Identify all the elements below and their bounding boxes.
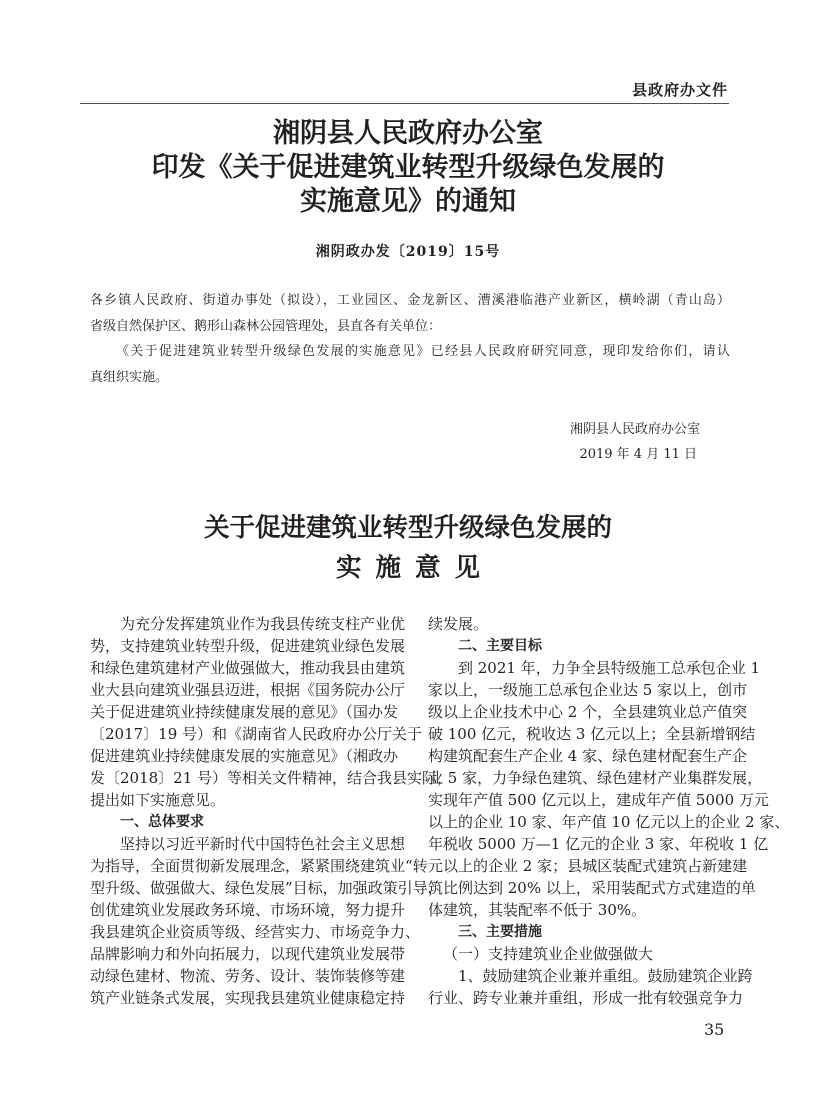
notice-title [0, 117, 816, 219]
notice-title-line: 实施意见》的通知 [300, 186, 516, 217]
right-column [428, 613, 790, 1009]
body-line: 体建筑，其装配率不低于 30%。 [428, 901, 647, 919]
body-line: 年税收 5000 万—1 亿元的企业 3 家、年税收 1 亿 [428, 835, 769, 853]
body-line: 家以上，一级施工总承包企业达 5 家以上，创市 [428, 681, 748, 699]
body-line: 动绿色建材、物流、劳务、设计、装饰装修等建 [90, 967, 406, 985]
notice-body [90, 288, 730, 390]
left-column [90, 613, 453, 1009]
notice-line: 各乡镇人民政府、街道办事处（拟设），工业园区、金龙新区、漕溪港临港产业新区，横岭湖（青山岛） [90, 293, 730, 308]
body-line: 品牌影响力和外向拓展力，以现代建筑业发展带 [90, 945, 406, 963]
notice-line: 《关于促进建筑业转型升级绿色发展的实施意见》已经县人民政府研究同意，现印发给你们，请认 [116, 344, 730, 359]
body-line: 行业、跨专业兼并重组，形成一批有较强竞争力 [428, 989, 744, 1007]
notice-title-line: 湘阴县人民政府办公室 [273, 118, 543, 149]
body-line: 为指导，全面贯彻新发展理念，紧紧围绕建筑业“转 [90, 857, 428, 875]
signature: 湘阴县人民政府办公室 [569, 422, 700, 437]
notice-line: 省级自然保护区、鹅形山森林公园管理处，县直各有关单位： [90, 318, 442, 334]
body-line: 关于促进建筑业持续健康发展的意见》（国办发 [90, 703, 398, 721]
section-heading: 三、主要措施 [458, 924, 542, 940]
body-line: 续发展。 [428, 615, 489, 633]
body-line: 破 100 亿元，税收达 3 亿元以上；全县新增钢结 [428, 725, 756, 743]
section-heading: 一、总体要求 [120, 814, 204, 830]
opinion-title-line: 实施意见 [335, 553, 494, 583]
body-line: 促进建筑业持续健康发展的实施意见》（湘政办 [90, 747, 398, 765]
section-heading: 二、主要目标 [458, 638, 542, 654]
body-line: 到 2021 年，力争全县特级施工总承包企业 1 [458, 659, 761, 677]
body-line: 我县建筑企业资质等级、经营实力、市场竞争力、 [90, 923, 421, 941]
notice-title-line: 印发《关于促进建筑业转型升级绿色发展的 [151, 152, 665, 183]
body-line: 坚持以习近平新时代中国特色社会主义思想 [120, 835, 406, 853]
issue-date: 2019 年 4 月 11 日 [579, 447, 697, 462]
body-line: 筑产业链条式发展，实现我县建筑业健康稳定持 [90, 989, 406, 1007]
body-line: 以上的企业 10 家、年产值 10 亿元以上的企业 2 家、 [428, 813, 790, 831]
body-line: 1、鼓励建筑企业兼并重组。鼓励建筑企业跨 [458, 967, 753, 985]
page-number: 35 [704, 1020, 725, 1039]
subsection-heading: （一）支持建筑业企业做强做大 [443, 945, 654, 963]
body-line: 实现年产值 500 亿元以上，建成年产值 5000 万元 [428, 791, 769, 809]
body-line: 业大县向建筑业强县迈进，根据《国务院办公厅 [90, 681, 406, 699]
body-line: 为充分发挥建筑业作为我县传统支柱产业优 [120, 615, 406, 633]
body-line: 和绿色建筑建材产业做强做大，推动我县由建筑 [90, 659, 406, 677]
body-line: 提出如下实施意见。 [90, 791, 226, 809]
body-line: 创优建筑业发展政务环境、市场环境，努力提升 [90, 901, 406, 919]
body-line: 筑比例达到 20% 以上，采用装配式方式建造的单 [428, 879, 756, 897]
opinion-title-line: 关于促进建筑业转型升级绿色发展的 [203, 513, 612, 543]
body-line: 元以上的企业 2 家；县城区装配式建筑占新建建 [428, 857, 748, 875]
header-rule [80, 103, 729, 104]
document-number: 湘阴政办发〔2019〕15号 [315, 244, 501, 260]
opinion-title [0, 508, 816, 588]
body-line: 势，支持建筑业转型升级，促进建筑业绿色发展 [90, 637, 406, 655]
body-line: 〔2017〕19 号）和《湖南省人民政府办公厅关于 [90, 725, 423, 743]
notice-line: 真组织实施。 [90, 369, 169, 385]
body-line: 业 5 家，力争绿色建筑、绿色建材产业集群发展， [428, 769, 763, 787]
body-line: 发〔2018〕21 号）等相关文件精神，结合我县实际， [90, 769, 453, 787]
body-line: 构建筑配套生产企业 4 家、绿色建材配套生产企 [428, 747, 748, 765]
body-line: 级以上企业技术中心 2 个，全县建筑业总产值突 [428, 703, 748, 721]
running-header: 县政府办文件 [631, 81, 728, 99]
body-line: 型升级、做强做大、绿色发展”目标，加强政策引导， [90, 879, 443, 897]
